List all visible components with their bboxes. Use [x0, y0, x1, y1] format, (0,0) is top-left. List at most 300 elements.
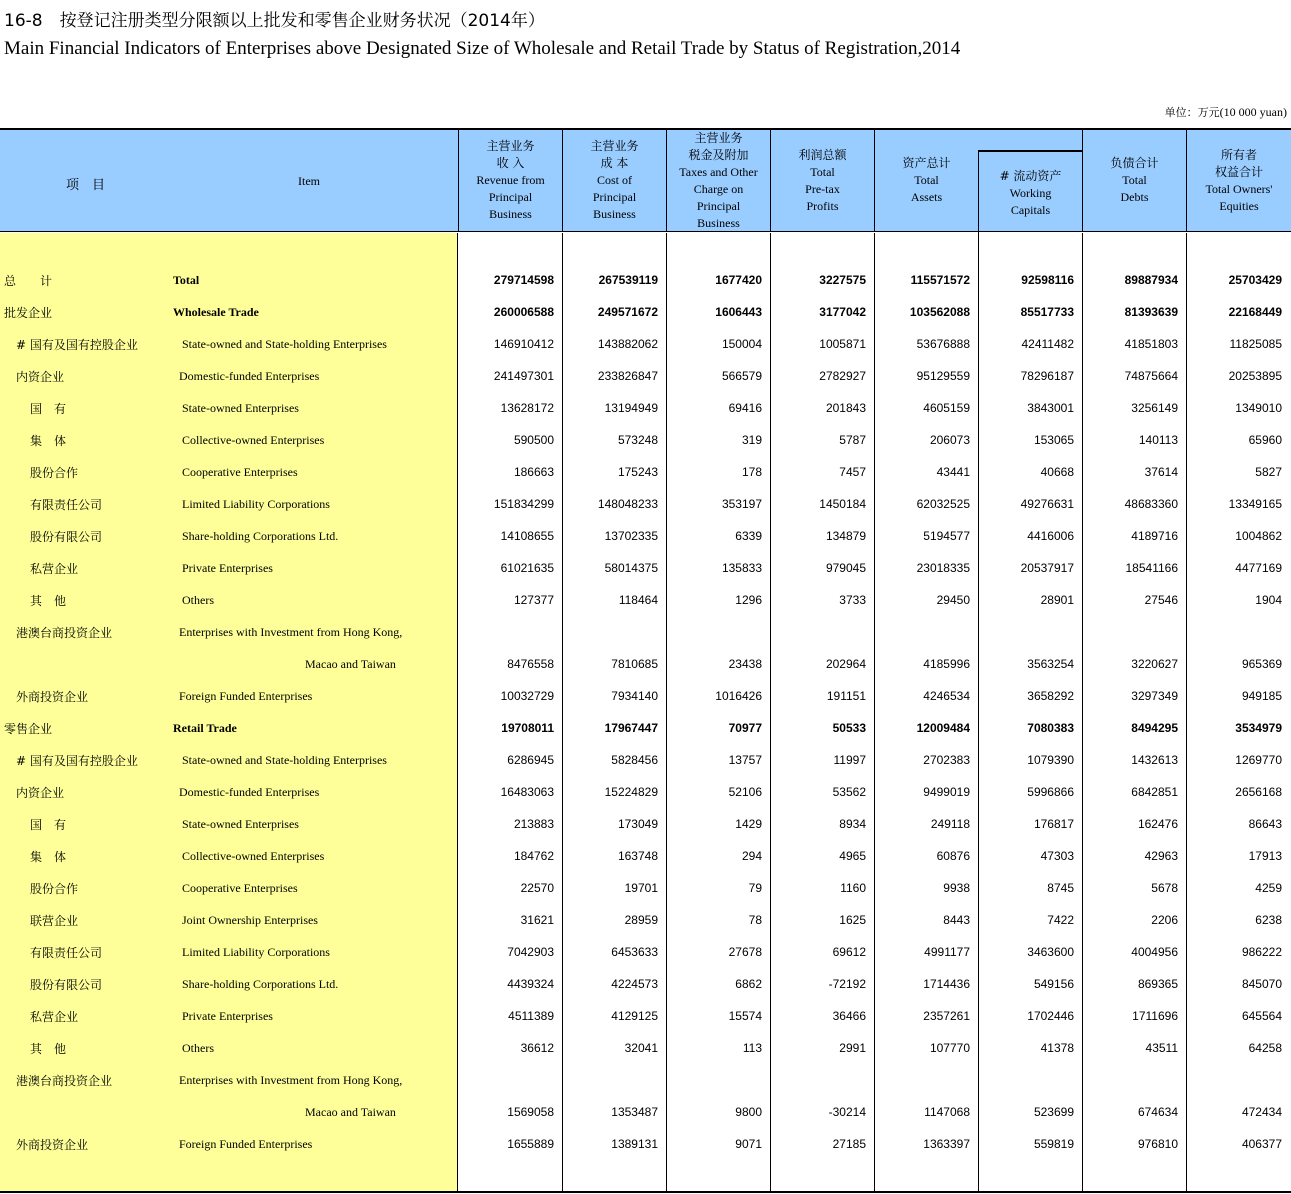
row-label-en: Joint Ownership Enterprises — [182, 913, 318, 927]
header-item-en: Item — [298, 174, 320, 188]
cell-value: 233826847 — [597, 369, 658, 383]
cell-value: 294 — [741, 849, 762, 863]
cell-value: 103562088 — [909, 305, 970, 319]
table-row — [0, 1136, 1291, 1168]
cell-value: 1714436 — [923, 977, 970, 991]
header-col-3-cn: 税金及附加 — [688, 147, 749, 162]
cell-value: 8745 — [1047, 881, 1074, 895]
header-col-4-cn: 利润总额 — [798, 147, 847, 162]
cell-value: 13702335 — [604, 529, 658, 543]
cell-value: 1353487 — [611, 1105, 658, 1119]
row-label-en: Private Enterprises — [182, 561, 273, 575]
table-row — [0, 880, 1291, 912]
cell-value: 62032525 — [916, 497, 970, 511]
table-row — [0, 688, 1291, 720]
row-label-en: Others — [182, 593, 214, 607]
header-col-3-en: Charge on — [693, 181, 744, 196]
cell-value: 4259 — [1255, 881, 1282, 895]
cell-value: 8443 — [943, 913, 970, 927]
row-label-en: Others — [182, 1041, 214, 1055]
cell-value: 61021635 — [500, 561, 554, 575]
cell-value: 1702446 — [1027, 1009, 1074, 1023]
cell-value: 9800 — [735, 1105, 762, 1119]
row-label-en: Macao and Taiwan — [305, 1105, 396, 1119]
table-row — [0, 496, 1291, 528]
cell-value: 134879 — [825, 529, 866, 543]
header-col-5-en: Assets — [910, 190, 943, 204]
cell-value: 25703429 — [1228, 273, 1282, 287]
cell-value: 22168449 — [1228, 305, 1282, 319]
header-col-1 — [458, 130, 562, 231]
cell-value: 1147068 — [924, 1105, 970, 1119]
cell-value: 1606443 — [715, 305, 762, 319]
cell-value: 107770 — [929, 1041, 970, 1055]
unit-label — [1165, 104, 1287, 120]
header-col-3-cn: 主营业务 — [694, 130, 743, 145]
cell-value: 184762 — [513, 849, 554, 863]
header-col-3-en: Business — [697, 215, 740, 230]
header-col-5-cn: 资产总计 — [902, 156, 951, 170]
cell-value: 1569058 — [507, 1105, 554, 1119]
row-label-en: Share-holding Corporations Ltd. — [182, 529, 339, 543]
cell-value: 127377 — [513, 593, 554, 607]
cell-value: 150004 — [721, 337, 762, 351]
row-label-en: Macao and Taiwan — [305, 657, 396, 671]
header-col-5-en: Total — [914, 173, 939, 187]
page-title-en: Main Financial Indicators of Enterprises above Designated Size of Wholesale and Retail Trade by Status of Registration,2014 — [4, 38, 961, 59]
cell-value: 4605159 — [923, 401, 970, 415]
cell-value: 4224573 — [611, 977, 658, 991]
header-col-1-cn: 收 入 — [496, 156, 525, 170]
cell-value: 79 — [748, 881, 762, 895]
header-col-6-en: Working — [1009, 185, 1052, 200]
cell-value: 74875664 — [1124, 369, 1178, 383]
cell-value: 4189716 — [1131, 529, 1178, 543]
cell-value: 7042903 — [507, 945, 554, 959]
cell-value: 118464 — [618, 593, 658, 607]
cell-value: 43441 — [936, 465, 970, 479]
cell-value: 153065 — [1033, 433, 1074, 447]
cell-value: 3563254 — [1027, 657, 1074, 671]
cell-value: 1450184 — [819, 497, 866, 511]
cell-value: 949185 — [1241, 689, 1282, 703]
table-row — [0, 1104, 1291, 1136]
cell-value: 20253895 — [1228, 369, 1282, 383]
cell-value: 8494295 — [1131, 721, 1178, 735]
header-col-1-en: Revenue from — [476, 173, 545, 187]
cell-value: 2357261 — [923, 1009, 970, 1023]
cell-value: 175243 — [617, 465, 658, 479]
cell-value: 206073 — [929, 433, 970, 447]
cell-value: 10032729 — [500, 689, 554, 703]
cell-value: 645564 — [1241, 1009, 1282, 1023]
header-col-8-cn: 权益合计 — [1214, 164, 1263, 179]
cell-value: 4991177 — [924, 945, 970, 959]
cell-value: 12009484 — [916, 721, 970, 735]
header-col-4-en: Total — [810, 164, 835, 179]
row-label-cn: 股份合作 — [30, 882, 79, 896]
cell-value: 5827 — [1255, 465, 1282, 479]
cell-value: 549156 — [1033, 977, 1074, 991]
row-label-en: State-owned and State-holding Enterprises — [182, 753, 387, 767]
cell-value: 523699 — [1033, 1105, 1074, 1119]
cell-value: 3658292 — [1027, 689, 1074, 703]
table-row — [0, 400, 1291, 432]
cell-value: 28901 — [1040, 593, 1074, 607]
row-label-en: State-owned Enterprises — [182, 401, 299, 415]
header-col-5 — [874, 130, 978, 231]
row-label-cn: # 国有及国有控股企业 — [16, 338, 138, 352]
cell-value: 135833 — [721, 561, 762, 575]
cell-value: 1363397 — [923, 1137, 970, 1151]
cell-value: 249571672 — [597, 305, 658, 319]
cell-value: 1711696 — [1132, 1009, 1178, 1023]
table-row — [0, 976, 1291, 1008]
table-bottom-border — [0, 1191, 1291, 1193]
cell-value: 1269770 — [1235, 753, 1282, 767]
table-row — [0, 816, 1291, 848]
table-row — [0, 720, 1291, 752]
cell-value: -30214 — [828, 1105, 866, 1119]
table-row — [0, 656, 1291, 688]
cell-value: 86643 — [1248, 817, 1282, 831]
header-col-2 — [562, 130, 666, 231]
table-row — [0, 912, 1291, 944]
cell-value: 95129559 — [916, 369, 970, 383]
row-label-cn: 股份有限公司 — [30, 530, 103, 544]
cell-value: 146910412 — [493, 337, 554, 351]
cell-value: 140113 — [1138, 433, 1178, 447]
cell-value: 13194949 — [604, 401, 658, 415]
cell-value: 4129125 — [611, 1009, 658, 1023]
cell-value: 20537917 — [1020, 561, 1074, 575]
cell-value: 986222 — [1241, 945, 1282, 959]
table-row — [0, 752, 1291, 784]
cell-value: 162476 — [1137, 817, 1178, 831]
cell-value: 6339 — [735, 529, 762, 543]
row-label-cn: 零售企业 — [4, 722, 53, 736]
row-label-cn: 有限责任公司 — [30, 498, 103, 512]
row-label-cn: # 国有及国有控股企业 — [16, 754, 138, 768]
cell-value: 4004956 — [1131, 945, 1178, 959]
cell-value: 69612 — [832, 945, 866, 959]
header-col-4-en: Pre-tax — [805, 181, 840, 196]
cell-value: 201843 — [825, 401, 866, 415]
cell-value: 566579 — [721, 369, 762, 383]
row-label-cn: 港澳台商投资企业 — [16, 626, 113, 640]
header-col-1-en: Principal — [488, 190, 533, 204]
cell-value: 52106 — [728, 785, 762, 799]
header-col-3-en: Principal — [696, 198, 741, 213]
cell-value: 13349165 — [1228, 497, 1282, 511]
header-col-3 — [666, 130, 770, 231]
row-label-en: Limited Liability Corporations — [182, 497, 330, 511]
cell-value: 37614 — [1144, 465, 1178, 479]
cell-value: 32041 — [624, 1041, 658, 1055]
cell-value: 3220627 — [1131, 657, 1178, 671]
cell-value: 7810685 — [611, 657, 658, 671]
table-row — [0, 784, 1291, 816]
cell-value: 53562 — [832, 785, 866, 799]
row-label-cn: 有限责任公司 — [30, 946, 103, 960]
cell-value: 43511 — [1145, 1041, 1178, 1055]
cell-value: 1432613 — [1131, 753, 1178, 767]
header-col-7 — [1082, 130, 1186, 231]
table-row — [0, 1008, 1291, 1040]
cell-value: 202964 — [825, 657, 866, 671]
cell-value: 9071 — [735, 1137, 762, 1151]
header-col-2-en: Cost of — [596, 173, 632, 187]
cell-value: 22570 — [520, 881, 554, 895]
table-row — [0, 1040, 1291, 1072]
cell-value: 28959 — [624, 913, 658, 927]
row-label-cn: 私营企业 — [30, 1010, 79, 1024]
table-row — [0, 528, 1291, 560]
header-col-1-cn: 主营业务 — [486, 139, 535, 153]
cell-value: 6453633 — [611, 945, 658, 959]
cell-value: 49276631 — [1020, 497, 1074, 511]
row-label-en: Foreign Funded Enterprises — [179, 1137, 313, 1151]
unit-label-en: (10 000 yuan) — [1219, 105, 1287, 119]
cell-value: 92598116 — [1021, 273, 1074, 287]
cell-value: 36612 — [520, 1041, 554, 1055]
cell-value: 42963 — [1144, 849, 1178, 863]
cell-value: 1625 — [839, 913, 866, 927]
row-label-en: State-owned and State-holding Enterprises — [182, 337, 387, 351]
table-row — [0, 624, 1291, 656]
cell-value: 3227575 — [819, 273, 866, 287]
cell-value: 559819 — [1033, 1137, 1074, 1151]
cell-value: 4185996 — [923, 657, 970, 671]
cell-value: 279714598 — [493, 273, 554, 287]
cell-value: 267539119 — [598, 273, 658, 287]
cell-value: 1004862 — [1235, 529, 1282, 543]
cell-value: 31621 — [520, 913, 554, 927]
cell-value: 148048233 — [597, 497, 658, 511]
cell-value: 13757 — [728, 753, 762, 767]
cell-value: 2206 — [1151, 913, 1178, 927]
cell-value: 4511389 — [508, 1009, 554, 1023]
cell-value: 1296 — [735, 593, 762, 607]
row-label-cn: 其 他 — [30, 594, 67, 608]
header-col-3-en: Taxes and Other — [679, 164, 758, 179]
row-label-en: Cooperative Enterprises — [182, 465, 298, 479]
cell-value: 41851803 — [1124, 337, 1178, 351]
cell-value: 69416 — [728, 401, 762, 415]
header-col-1-en: Business — [489, 207, 532, 221]
cell-value: 11997 — [833, 753, 866, 767]
row-label-cn: 联营企业 — [30, 914, 79, 928]
cell-value: 3256149 — [1131, 401, 1178, 415]
cell-value: 15574 — [728, 1009, 762, 1023]
table-row — [0, 336, 1291, 368]
cell-value: 163748 — [617, 849, 658, 863]
cell-value: 472434 — [1241, 1105, 1282, 1119]
row-label-en: Cooperative Enterprises — [182, 881, 298, 895]
cell-value: 173049 — [617, 817, 658, 831]
row-label-cn: 其 他 — [30, 1042, 67, 1056]
cell-value: 23438 — [728, 657, 762, 671]
row-label-cn: 内资企业 — [16, 786, 65, 800]
cell-value: 17967447 — [604, 721, 658, 735]
cell-value: -72192 — [828, 977, 866, 991]
row-label-en: Collective-owned Enterprises — [182, 849, 325, 863]
cell-value: 113 — [742, 1041, 762, 1055]
cell-value: 11825085 — [1229, 337, 1282, 351]
cell-value: 4965 — [839, 849, 866, 863]
cell-value: 17913 — [1248, 849, 1282, 863]
cell-value: 48683360 — [1124, 497, 1178, 511]
cell-value: 4439324 — [507, 977, 554, 991]
cell-value: 6862 — [735, 977, 762, 991]
cell-value: 1079390 — [1027, 753, 1074, 767]
cell-value: 8934 — [839, 817, 866, 831]
header-col-6-en: Capitals — [1010, 202, 1051, 217]
cell-value: 4416006 — [1027, 529, 1074, 543]
row-label-en: Private Enterprises — [182, 1009, 273, 1023]
row-label-cn: 国 有 — [30, 402, 67, 416]
cell-value: 6238 — [1255, 913, 1282, 927]
table-header — [0, 128, 1291, 232]
row-label-en: Domestic-funded Enterprises — [179, 785, 320, 799]
page-title-cn: 16-8 按登记注册类型分限额以上批发和零售企业财务状况（2014年） — [4, 11, 545, 31]
cell-value: 573248 — [617, 433, 658, 447]
row-label-cn: 股份有限公司 — [30, 978, 103, 992]
cell-value: 1429 — [735, 817, 762, 831]
header-col-8-en: Total Owners' — [1205, 181, 1273, 196]
cell-value: 78 — [748, 913, 762, 927]
cell-value: 1904 — [1255, 593, 1282, 607]
cell-value: 18541166 — [1125, 561, 1178, 575]
header-col-4-en: Profits — [806, 198, 839, 213]
cell-value: 176817 — [1033, 817, 1074, 831]
row-label-cn: 内资企业 — [16, 370, 65, 384]
cell-value: 3534979 — [1235, 721, 1282, 735]
table-row — [0, 560, 1291, 592]
cell-value: 2782927 — [819, 369, 866, 383]
cell-value: 60876 — [936, 849, 970, 863]
cell-value: 5678 — [1151, 881, 1178, 895]
cell-value: 27546 — [1144, 593, 1178, 607]
cell-value: 213883 — [513, 817, 554, 831]
row-label-en: Collective-owned Enterprises — [182, 433, 325, 447]
cell-value: 5996866 — [1027, 785, 1074, 799]
cell-value: 1349010 — [1235, 401, 1282, 415]
header-col-8 — [1186, 130, 1291, 231]
table-row — [0, 304, 1291, 336]
row-label-cn: 港澳台商投资企业 — [16, 1074, 113, 1088]
table-row — [0, 944, 1291, 976]
cell-value: 70977 — [728, 721, 762, 735]
cell-value: 27185 — [832, 1137, 866, 1151]
cell-value: 2656168 — [1235, 785, 1282, 799]
cell-value: 115571572 — [910, 273, 970, 287]
unit-label-cn: 单位：万元 — [1164, 106, 1220, 119]
cell-value: 14108655 — [500, 529, 554, 543]
row-label-en: Total — [173, 273, 200, 287]
cell-value: 7080383 — [1027, 721, 1074, 735]
cell-value: 590500 — [513, 433, 554, 447]
row-label-cn: 外商投资企业 — [16, 690, 89, 704]
row-label-en: Enterprises with Investment from Hong Kong, — [179, 1073, 403, 1087]
cell-value: 64258 — [1248, 1041, 1282, 1055]
table-row — [0, 1072, 1291, 1104]
cell-value: 869365 — [1137, 977, 1178, 991]
header-col-8-cn: 所有者 — [1220, 147, 1257, 162]
row-label-cn: 总 计 — [4, 274, 53, 288]
cell-value: 9938 — [943, 881, 970, 895]
cell-value: 3733 — [839, 593, 866, 607]
row-label-cn: 集 体 — [30, 434, 67, 448]
header-col-7-cn: 负债合计 — [1110, 156, 1159, 170]
cell-value: 13628172 — [500, 401, 554, 415]
table-row — [0, 432, 1291, 464]
cell-value: 2991 — [839, 1041, 866, 1055]
header-col-7-en: Debts — [1120, 190, 1149, 204]
cell-value: 3297349 — [1131, 689, 1178, 703]
table-body — [0, 272, 1291, 1168]
header-col-2-en: Business — [593, 207, 636, 221]
row-label-en: Enterprises with Investment from Hong Kong, — [179, 625, 403, 639]
cell-value: 1655889 — [507, 1137, 554, 1151]
cell-value: 27678 — [728, 945, 762, 959]
cell-value: 16483063 — [500, 785, 554, 799]
cell-value: 7457 — [839, 465, 866, 479]
cell-value: 9499019 — [923, 785, 970, 799]
cell-value: 1016426 — [715, 689, 762, 703]
header-col-2-cn: 主营业务 — [590, 139, 639, 153]
cell-value: 15224829 — [604, 785, 658, 799]
cell-value: 3177042 — [819, 305, 866, 319]
cell-value: 6842851 — [1131, 785, 1178, 799]
row-label-cn: 集 体 — [30, 850, 67, 864]
cell-value: 3843001 — [1027, 401, 1074, 415]
row-label-cn: 批发企业 — [4, 306, 53, 320]
cell-value: 1005871 — [819, 337, 866, 351]
row-label-en: Wholesale Trade — [173, 305, 259, 319]
cell-value: 2702383 — [923, 753, 970, 767]
cell-value: 151834299 — [493, 497, 554, 511]
cell-value: 36466 — [832, 1009, 866, 1023]
cell-value: 4477169 — [1235, 561, 1282, 575]
cell-value: 260006588 — [493, 305, 554, 319]
header-col-2-cn: 成 本 — [600, 156, 629, 170]
row-label-en: Retail Trade — [173, 721, 237, 735]
cell-value: 241497301 — [493, 369, 554, 383]
row-label-en: Domestic-funded Enterprises — [179, 369, 320, 383]
cell-value: 29450 — [936, 593, 970, 607]
cell-value: 674634 — [1137, 1105, 1178, 1119]
row-label-cn: 外商投资企业 — [16, 1138, 89, 1152]
row-label-en: Share-holding Corporations Ltd. — [182, 977, 339, 991]
header-col-2-en: Principal — [592, 190, 637, 204]
cell-value: 50533 — [832, 721, 866, 735]
cell-value: 979045 — [825, 561, 866, 575]
cell-value: 89887934 — [1124, 273, 1178, 287]
cell-value: 178 — [741, 465, 762, 479]
table-row — [0, 464, 1291, 496]
header-col-8-en: Equities — [1219, 198, 1259, 213]
cell-value: 19701 — [624, 881, 658, 895]
row-label-cn: 股份合作 — [30, 466, 79, 480]
cell-value: 191151 — [826, 689, 866, 703]
cell-value: 406377 — [1241, 1137, 1282, 1151]
cell-value: 143882062 — [597, 337, 658, 351]
cell-value: 3463600 — [1027, 945, 1074, 959]
cell-value: 78296187 — [1020, 369, 1074, 383]
header-col-4 — [770, 130, 874, 231]
cell-value: 845070 — [1241, 977, 1282, 991]
